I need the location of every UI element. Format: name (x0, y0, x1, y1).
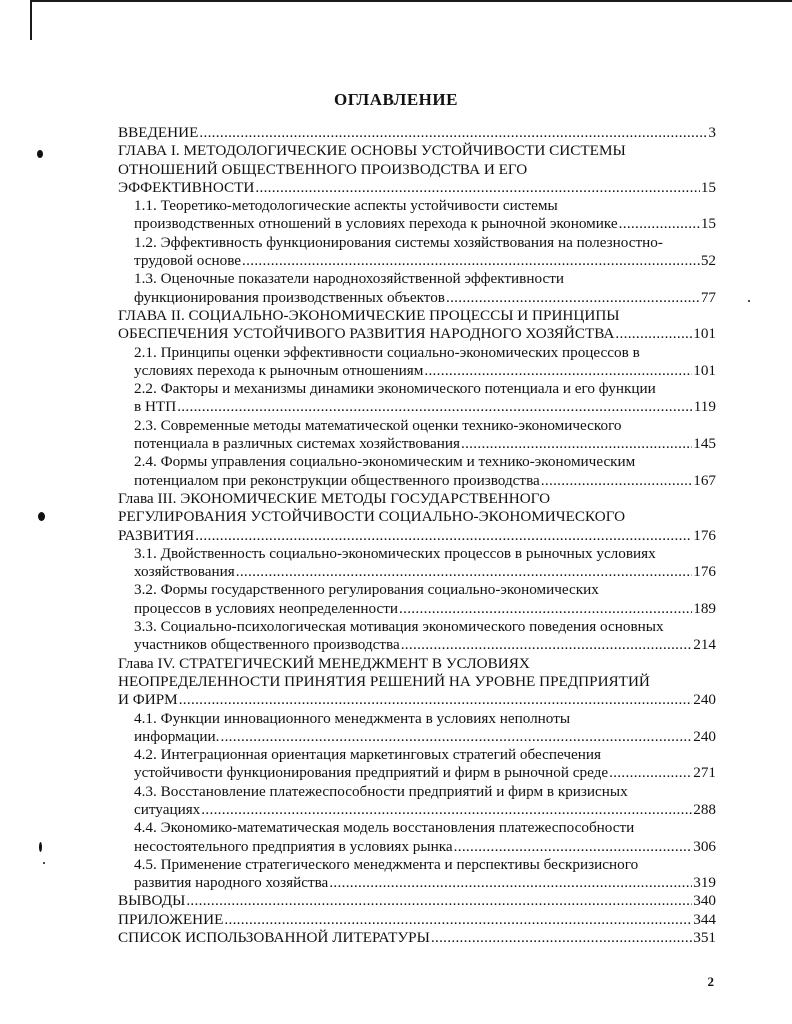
toc-page-number: 167 (693, 471, 716, 489)
dot-leader (541, 472, 692, 490)
toc-entry-text: НЕОПРЕДЕЛЕННОСТИ ПРИНЯТИЯ РЕШЕНИЙ НА УРОВНЕ ПРЕДПРИЯТИЙ (118, 672, 650, 690)
toc-entry-text: 4.2. Интеграционная ориентация маркетинговых стратегий обеспечения (134, 746, 601, 764)
dot-leader (619, 215, 700, 233)
dot-leader (220, 728, 692, 746)
dot-leader (255, 179, 699, 197)
dot-leader (195, 527, 692, 545)
toc-entry[interactable] (118, 270, 716, 307)
toc-entry-text: ВЫВОДЫ (118, 892, 186, 910)
toc-page-number: 77 (700, 288, 716, 306)
toc-entry-text: СПИСОК ИСПОЛЬЗОВАННОЙ ЛИТЕРАТУРЫ (118, 929, 430, 947)
dot-leader (446, 289, 700, 307)
page-title: ОГЛАВЛЕНИЕ (334, 90, 458, 109)
toc-entry[interactable] (118, 417, 716, 454)
toc-entry[interactable] (118, 490, 716, 545)
toc-entry-text: 1.1. Теоретико-методологические аспекты устойчивости системы (134, 197, 558, 215)
toc-entry-text: потенциала в различных системах хозяйствования (134, 435, 460, 453)
toc-entry-text: И ФИРМ (118, 691, 178, 709)
toc-entry[interactable] (118, 911, 716, 929)
dot-leader (461, 435, 692, 453)
scan-border-top (30, 0, 792, 2)
toc-page-number: 52 (700, 252, 716, 270)
toc-entry[interactable] (118, 655, 716, 710)
scan-speck (37, 150, 43, 158)
toc-entry[interactable] (118, 581, 716, 618)
toc-page-number: 306 (693, 837, 716, 855)
toc-entry-text: в НТП (134, 398, 177, 416)
toc-page-number: 15 (700, 215, 716, 233)
toc-entry-text: 3.3. Социально-психологическая мотивация экономического поведения основных (134, 618, 664, 636)
toc-entry-text: 4.3. Восстановление платежеспособности предприятий и фирм в кризисных (134, 782, 628, 800)
toc-entry[interactable] (118, 380, 716, 417)
toc-page-number: 214 (693, 636, 716, 654)
dot-leader (177, 398, 693, 416)
dot-leader (224, 911, 692, 929)
scan-speck (748, 300, 750, 302)
toc-entry-text: ГЛАВА I. МЕТОДОЛОГИЧЕСКИЕ ОСНОВЫ УСТОЙЧИВОСТИ СИСТЕМЫ (118, 142, 626, 160)
toc-entry-text: несостоятельного предприятия в условиях рынка (134, 837, 453, 855)
dot-leader (242, 252, 700, 270)
toc-entry-text: 2.2. Факторы и механизмы динамики экономического потенциала и его функции (134, 380, 656, 398)
toc-page-number: 340 (693, 892, 716, 910)
toc-entry[interactable] (118, 124, 716, 142)
scan-speck (38, 512, 45, 521)
dot-leader (454, 838, 693, 856)
toc-entry-text: 2.1. Принципы оценки эффективности социально-экономических процессов в (134, 343, 640, 361)
toc-entry-text: устойчивости функционирования предприятий и фирм в рыночной среде (134, 764, 609, 782)
toc-entry[interactable] (118, 142, 716, 197)
toc-entry-text: 4.1. Функции инновационного менеджмента в условиях неполноты (134, 709, 571, 727)
toc-page-number: 145 (693, 435, 716, 453)
toc-entry[interactable] (118, 234, 716, 271)
toc-page-number: 119 (693, 398, 716, 416)
toc-entry[interactable] (118, 746, 716, 783)
toc-entry-text: РЕГУЛИРОВАНИЯ УСТОЙЧИВОСТИ СОЦИАЛЬНО-ЭКОНОМИЧЕСКОГО (118, 508, 626, 526)
toc-entry-text: 4.5. Применение стратегического менеджмента и перспективы бескризисного (134, 855, 639, 873)
toc-entry[interactable] (118, 819, 716, 856)
toc-entry-text: 2.3. Современные методы математической оценки технико-экономического (134, 416, 622, 434)
toc-entry-text: производственных отношений в условиях перехода к рыночной экономике (134, 215, 618, 233)
dot-leader (615, 325, 692, 343)
table-of-contents (118, 124, 716, 947)
dot-leader (401, 636, 693, 654)
toc-entry-text: Глава IV. СТРАТЕГИЧЕСКИЙ МЕНЕДЖМЕНТ В УСЛОВИЯХ (118, 654, 530, 672)
dot-leader (186, 892, 692, 910)
dot-leader (199, 124, 707, 142)
toc-page-number: 189 (693, 599, 716, 617)
toc-entry-text: ситуациях (134, 800, 201, 818)
toc-entry-text: 1.2. Эффективность функционирования системы хозяйствования на полезностно- (134, 233, 663, 251)
toc-entry[interactable] (118, 856, 716, 893)
toc-entry-text: участников общественного производства (134, 636, 400, 654)
toc-entry[interactable] (118, 618, 716, 655)
toc-entry-text: ОТНОШЕНИЙ ОБЩЕСТВЕННОГО ПРОИЗВОДСТВА И ЕГО (118, 160, 528, 178)
toc-page-number: 351 (693, 929, 716, 947)
toc-page-number: 319 (693, 874, 716, 892)
toc-entry-text: развития народного хозяйства (134, 874, 329, 892)
dot-leader (431, 929, 692, 947)
toc-entry[interactable] (118, 344, 716, 381)
toc-entry-text: 2.4. Формы управления социально-экономическим и технико-экономическим (134, 453, 636, 471)
dot-leader (201, 801, 692, 819)
toc-entry[interactable] (118, 197, 716, 234)
scan-speck (39, 842, 42, 852)
toc-entry-text: РАЗВИТИЯ (118, 526, 195, 544)
toc-entry[interactable] (118, 892, 716, 910)
toc-entry[interactable] (118, 710, 716, 747)
toc-page-number: 344 (693, 910, 716, 928)
toc-entry-text: Глава III. ЭКОНОМИЧЕСКИЕ МЕТОДЫ ГОСУДАРСТВЕННОГО (118, 489, 551, 507)
toc-page-number: 3 (708, 124, 716, 141)
toc-entry-text: процессов в условиях неопределенности (134, 599, 399, 617)
toc-entry-text: ПРИЛОЖЕНИЕ (118, 910, 224, 928)
dot-leader (329, 874, 692, 892)
dot-leader (609, 764, 692, 782)
toc-page-number: 15 (700, 178, 716, 196)
toc-page-number: 176 (693, 563, 716, 581)
toc-entry[interactable] (118, 783, 716, 820)
toc-entry-text: хозяйствования (134, 563, 235, 581)
dot-leader (236, 563, 693, 581)
toc-entry-text: ЭФФЕКТИВНОСТИ (118, 178, 255, 196)
toc-entry-text: ОБЕСПЕЧЕНИЯ УСТОЙЧИВОГО РАЗВИТИЯ НАРОДНОГО ХОЗЯЙСТВА (118, 325, 615, 343)
toc-entry[interactable] (118, 929, 716, 947)
toc-entry-text: 3.2. Формы государственного регулирования социально-экономических (134, 581, 599, 599)
toc-entry-text: 3.1. Двойственность социально-экономических процессов в рыночных условиях (134, 544, 656, 562)
toc-page-number: 240 (693, 691, 716, 709)
toc-page-number: 101 (693, 325, 716, 343)
toc-entry[interactable] (118, 545, 716, 582)
toc-page-number: 101 (693, 361, 716, 379)
toc-entry-text: 1.3. Оценочные показатели народнохозяйственной эффективности (134, 270, 564, 288)
toc-entry-text: условиях перехода к рыночным отношениям (134, 361, 424, 379)
page-number: 2 (707, 974, 714, 989)
toc-entry-text: информации. (134, 727, 220, 745)
dot-leader (424, 362, 692, 380)
scan-border-left (30, 0, 32, 40)
toc-page-number: 176 (693, 526, 716, 544)
toc-entry-text: ВВЕДЕНИЕ (118, 124, 199, 141)
toc-entry[interactable] (118, 307, 716, 344)
toc-entry-text: потенциалом при реконструкции общественного производства (134, 471, 540, 489)
toc-entry-text: 4.4. Экономико-математическая модель восстановления платежеспособности (134, 819, 635, 837)
toc-page-number: 288 (693, 800, 716, 818)
dot-leader (399, 600, 692, 618)
toc-entry-text: функционирования производственных объектов (134, 288, 445, 306)
toc-page-number: 271 (693, 764, 716, 782)
toc-page-number: 240 (693, 727, 716, 745)
toc-entry-text: ГЛАВА II. СОЦИАЛЬНО-ЭКОНОМИЧЕСКИЕ ПРОЦЕССЫ И ПРИНЦИПЫ (118, 306, 620, 324)
toc-entry[interactable] (118, 453, 716, 490)
toc-entry-text: трудовой основе (134, 252, 242, 270)
dot-leader (179, 691, 693, 709)
scan-speck (43, 862, 45, 864)
